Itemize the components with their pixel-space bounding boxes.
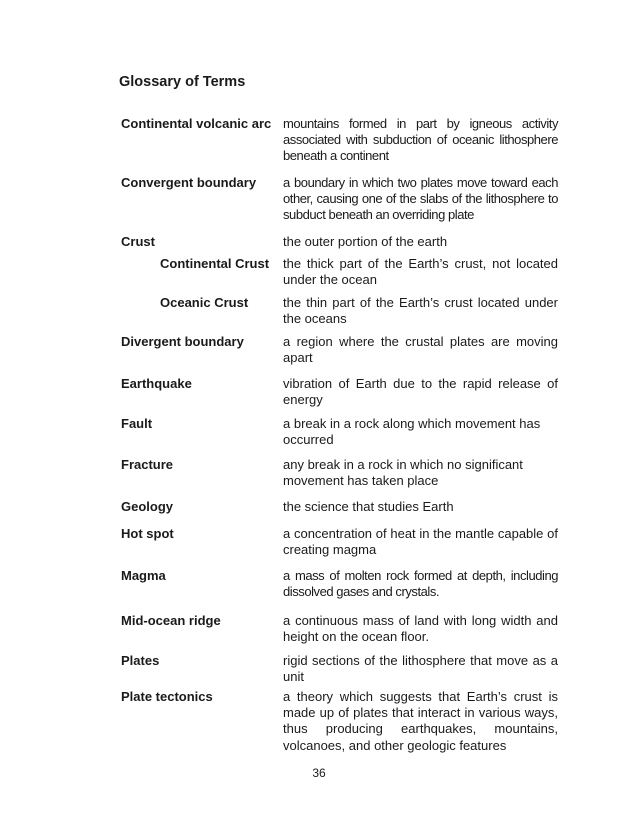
glossary-term: Crust (121, 234, 155, 249)
page-title: Glossary of Terms (119, 74, 246, 90)
glossary-term: Earthquake (121, 376, 192, 391)
glossary-subterm: Oceanic Crust (160, 295, 249, 310)
glossary-term: Continental volcanic arc (121, 116, 272, 131)
glossary-definition: a break in a rock along which movement has occurred (283, 416, 541, 448)
glossary-term: Fault (121, 416, 153, 431)
glossary-definition: a concentration of heat in the mantle capable of creating magma (283, 526, 558, 558)
glossary-term: Hot spot (121, 526, 174, 541)
glossary-definition: a continuous mass of land with long width and height on the ocean floor. (283, 613, 558, 645)
glossary-term: Geology (121, 499, 174, 514)
glossary-term: Magma (121, 568, 166, 583)
glossary-definition: the science that studies Earth (283, 499, 454, 514)
page-number: 36 (312, 766, 326, 780)
glossary-term: Plate tectonics (121, 689, 213, 704)
glossary-term: Convergent boundary (121, 175, 257, 190)
glossary-definition: a mass of molten rock formed at depth, including dissolved gases and crystals. (283, 568, 558, 600)
glossary-definition: vibration of Earth due to the rapid release of energy (283, 376, 558, 408)
glossary-term: Fracture (121, 457, 174, 472)
glossary-definition: a region where the crustal plates are moving apart (283, 334, 558, 366)
glossary-term: Plates (121, 653, 160, 668)
glossary-definition: rigid sections of the lithosphere that move as a unit (283, 653, 558, 685)
glossary-definition: the thin part of the Earth’s crust located under the oceans (283, 295, 558, 327)
glossary-definition: a theory which suggests that Earth’s crust is made up of plates that interact in various ways, thus producing earthquakes, mountains, volcanoes, and other geologic features (283, 689, 558, 753)
glossary-definition: a boundary in which two plates move toward each other, causing one of the slabs of the lithosphere to subduct beneath an overriding plate (283, 175, 558, 223)
glossary-subterm: Continental Crust (160, 256, 270, 271)
glossary-term: Mid-ocean ridge (121, 613, 221, 628)
glossary-definition: any break in a rock in which no significant movement has taken place (283, 457, 523, 489)
glossary-definition: the outer portion of the earth (283, 234, 448, 249)
glossary-term: Divergent boundary (121, 334, 244, 349)
glossary-definition: the thick part of the Earth’s crust, not located under the ocean (283, 256, 558, 288)
glossary-definition: mountains formed in part by igneous activity associated with subduction of oceanic lithosphere beneath a continent (283, 116, 558, 164)
